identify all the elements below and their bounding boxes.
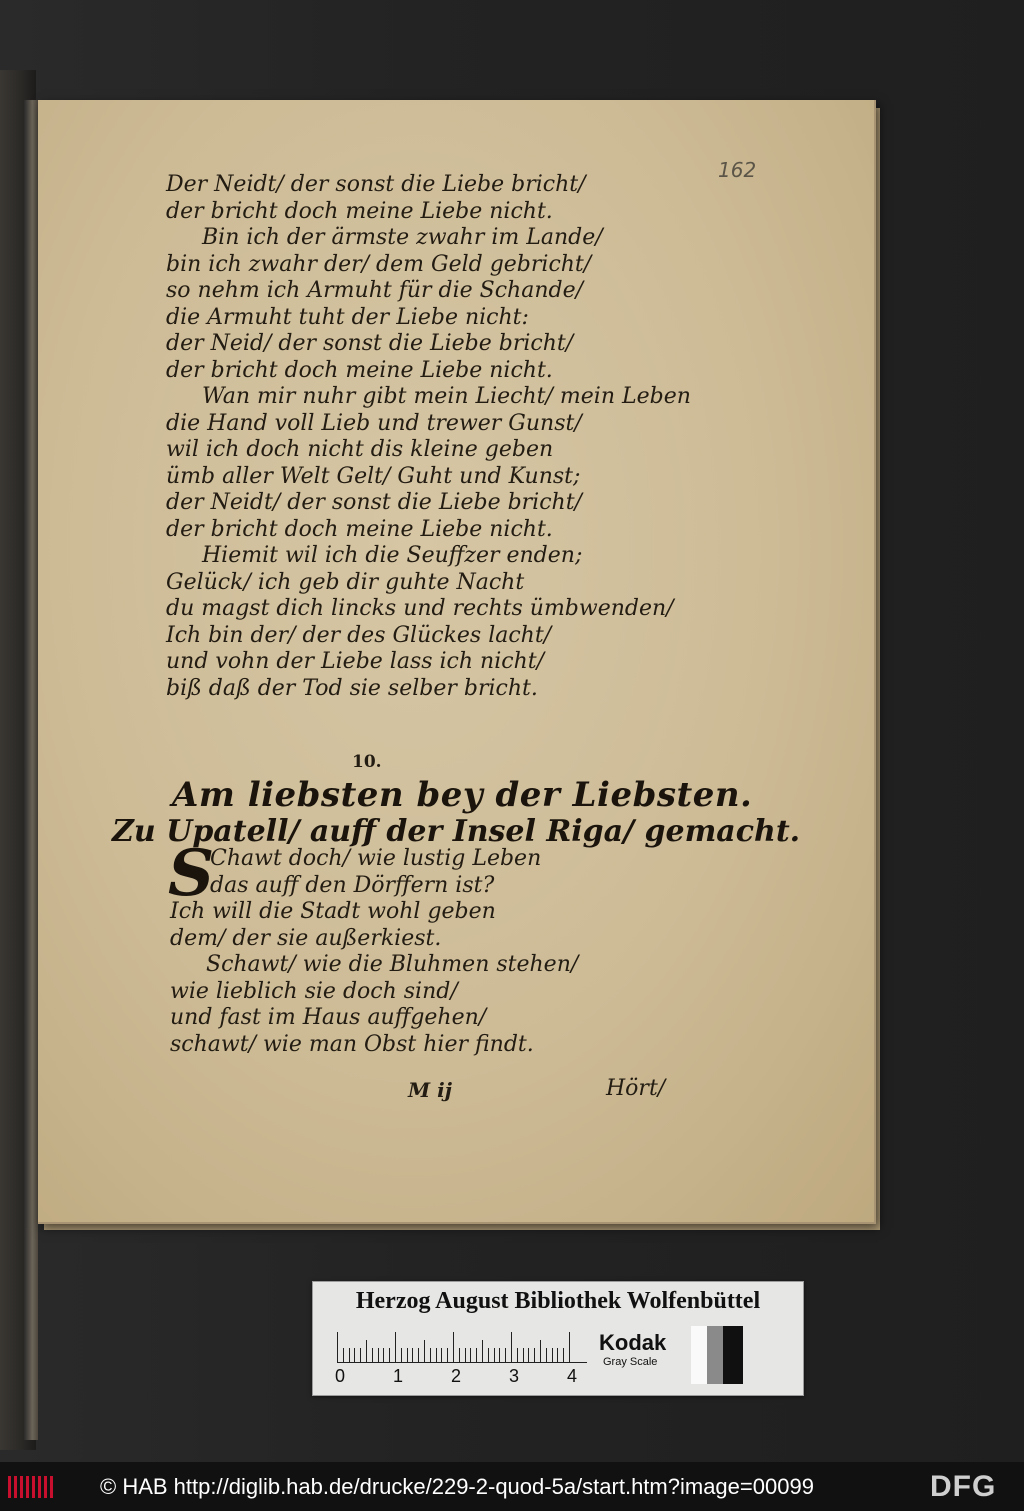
verse-line: wie lieblich sie doch sind/ — [170, 978, 458, 1004]
ruler-tick — [505, 1348, 506, 1362]
ruler-tick — [366, 1340, 367, 1362]
ruler-tick — [407, 1348, 408, 1362]
ruler-tick — [534, 1348, 535, 1362]
ruler-tick — [447, 1348, 448, 1362]
verse-line: Wan mir nuhr gibt mein Liecht/ mein Leben — [202, 384, 691, 409]
ruler-tick — [401, 1348, 402, 1362]
verse-line: Ich bin der/ der des Glückes lacht/ — [166, 622, 552, 648]
verse-line: das auff den Dörffern ist? — [210, 872, 495, 898]
ruler-tick — [552, 1348, 553, 1362]
dfg-logo: DFG — [930, 1470, 997, 1503]
library-name: Herzog August Bibliothek Wolfenbüttel — [355, 1288, 761, 1314]
binding-edge — [24, 100, 38, 1440]
copyright-url[interactable]: © HAB http://diglib.hab.de/drucke/229-2-quod-5a/start.htm?image=00099 — [100, 1474, 814, 1499]
verse-line: die Hand voll Lieb und trewer Gunst/ — [166, 410, 582, 436]
ruler-tick — [494, 1348, 495, 1362]
drop-capital: S — [168, 836, 215, 911]
ruler-tick — [546, 1348, 547, 1362]
verse-line: und fast im Haus auffgehen/ — [170, 1005, 487, 1030]
ruler-tick — [517, 1348, 518, 1362]
ruler-tick — [488, 1348, 489, 1362]
poem-subtitle: Zu Upatell/ auff der Insel Riga/ gemacht. — [112, 814, 801, 849]
verse-line: Bin ich der ärmste zwahr im Lande/ — [202, 225, 603, 250]
ruler-tick — [430, 1348, 431, 1362]
verse-line: biß daß der Tod sie selber bricht. — [166, 675, 538, 701]
ruler-tick — [441, 1348, 442, 1362]
verse-line: dem/ der sie außerkiest. — [170, 925, 442, 951]
verse-line: Gelück/ ich geb dir guhte Nacht — [166, 569, 525, 595]
ruler-tick — [436, 1348, 437, 1362]
measurement-ruler — [337, 1328, 587, 1363]
verse-line: bin ich zwahr der/ dem Geld gebricht/ — [166, 251, 592, 277]
ruler-tick — [569, 1332, 570, 1362]
ruler-tick — [418, 1348, 419, 1362]
verse-line: Chawt doch/ wie lustig Leben — [210, 846, 542, 871]
verse-line: der Neidt/ der sonst die Liebe bricht/ — [166, 490, 582, 515]
verse-line: der bricht doch meine Liebe nicht. — [166, 357, 553, 383]
ruler-tick — [372, 1348, 373, 1362]
poem-second-stanzas — [170, 846, 578, 1058]
ruler-tick — [540, 1340, 541, 1362]
ruler-tick — [343, 1348, 344, 1362]
verse-line: Ich will die Stadt wohl geben — [170, 899, 496, 924]
ruler-tick — [360, 1348, 361, 1362]
ruler-tick — [453, 1332, 454, 1362]
poem-number: 10. — [352, 752, 382, 772]
verse-line: wil ich doch nicht dis kleine geben — [166, 437, 554, 462]
ruler-tick — [465, 1348, 466, 1362]
gray-swatch-white — [691, 1326, 707, 1384]
folio-number: 162 — [718, 158, 757, 182]
ruler-tick — [395, 1332, 396, 1362]
ruler-tick — [389, 1348, 390, 1362]
ruler-tick — [476, 1348, 477, 1362]
gray-swatch-mid — [707, 1326, 723, 1384]
hab-logo-icon — [8, 1476, 53, 1498]
verse-line: ümb aller Welt Gelt/ Guht und Kunst; — [166, 463, 581, 489]
verse-line: der bricht doch meine Liebe nicht. — [166, 516, 553, 542]
poem-stanzas — [166, 172, 691, 702]
ruler-tick — [412, 1348, 413, 1362]
gray-swatch-black — [723, 1326, 743, 1384]
verse-line: Hiemit wil ich die Seuffzer enden; — [202, 543, 583, 568]
verse-line: der bricht doch meine Liebe nicht. — [166, 198, 553, 224]
kodak-logo: Kodak — [599, 1330, 667, 1355]
ruler-label-2: 2 — [451, 1366, 462, 1386]
ruler-tick — [528, 1348, 529, 1362]
footer-bar — [0, 1462, 1024, 1511]
ruler-tick — [378, 1348, 379, 1362]
verse-line: die Armuht tuht der Liebe nicht: — [166, 304, 529, 330]
ruler-label-4: 4 — [567, 1366, 578, 1386]
poem-title: Am liebsten bey der Liebsten. — [172, 775, 753, 815]
ruler-tick — [499, 1348, 500, 1362]
gray-scale-label: Gray Scale — [603, 1356, 658, 1368]
verse-line: Der Neidt/ der sonst die Liebe bricht/ — [166, 172, 586, 197]
catchword: Hört/ — [606, 1076, 666, 1101]
ruler-label-0: 0 — [335, 1366, 346, 1386]
color-scale-card — [312, 1281, 804, 1396]
verse-line: der Neid/ der sonst die Liebe bricht/ — [166, 331, 574, 356]
ruler-tick — [523, 1348, 524, 1362]
ruler-tick — [511, 1332, 512, 1362]
verse-line: du magst dich lincks und rechts ümbwenden/ — [166, 596, 674, 621]
ruler-tick — [482, 1340, 483, 1362]
ruler-tick — [337, 1332, 338, 1362]
ruler-tick — [459, 1348, 460, 1362]
ruler-tick — [557, 1348, 558, 1362]
ruler-tick — [424, 1340, 425, 1362]
ruler-tick — [563, 1348, 564, 1362]
verse-line: so nehm ich Armuht für die Schande/ — [166, 278, 584, 303]
signature-mark: M ij — [408, 1078, 452, 1102]
ruler-tick — [349, 1348, 350, 1362]
ruler-tick — [354, 1348, 355, 1362]
verse-line: Schawt/ wie die Bluhmen stehen/ — [206, 952, 579, 977]
ruler-tick — [383, 1348, 384, 1362]
ruler-tick — [470, 1348, 471, 1362]
verse-line: schawt/ wie man Obst hier findt. — [170, 1031, 534, 1057]
ruler-label-3: 3 — [509, 1366, 520, 1386]
verse-line: und vohn der Liebe lass ich nicht/ — [166, 649, 544, 674]
ruler-label-1: 1 — [393, 1366, 404, 1386]
